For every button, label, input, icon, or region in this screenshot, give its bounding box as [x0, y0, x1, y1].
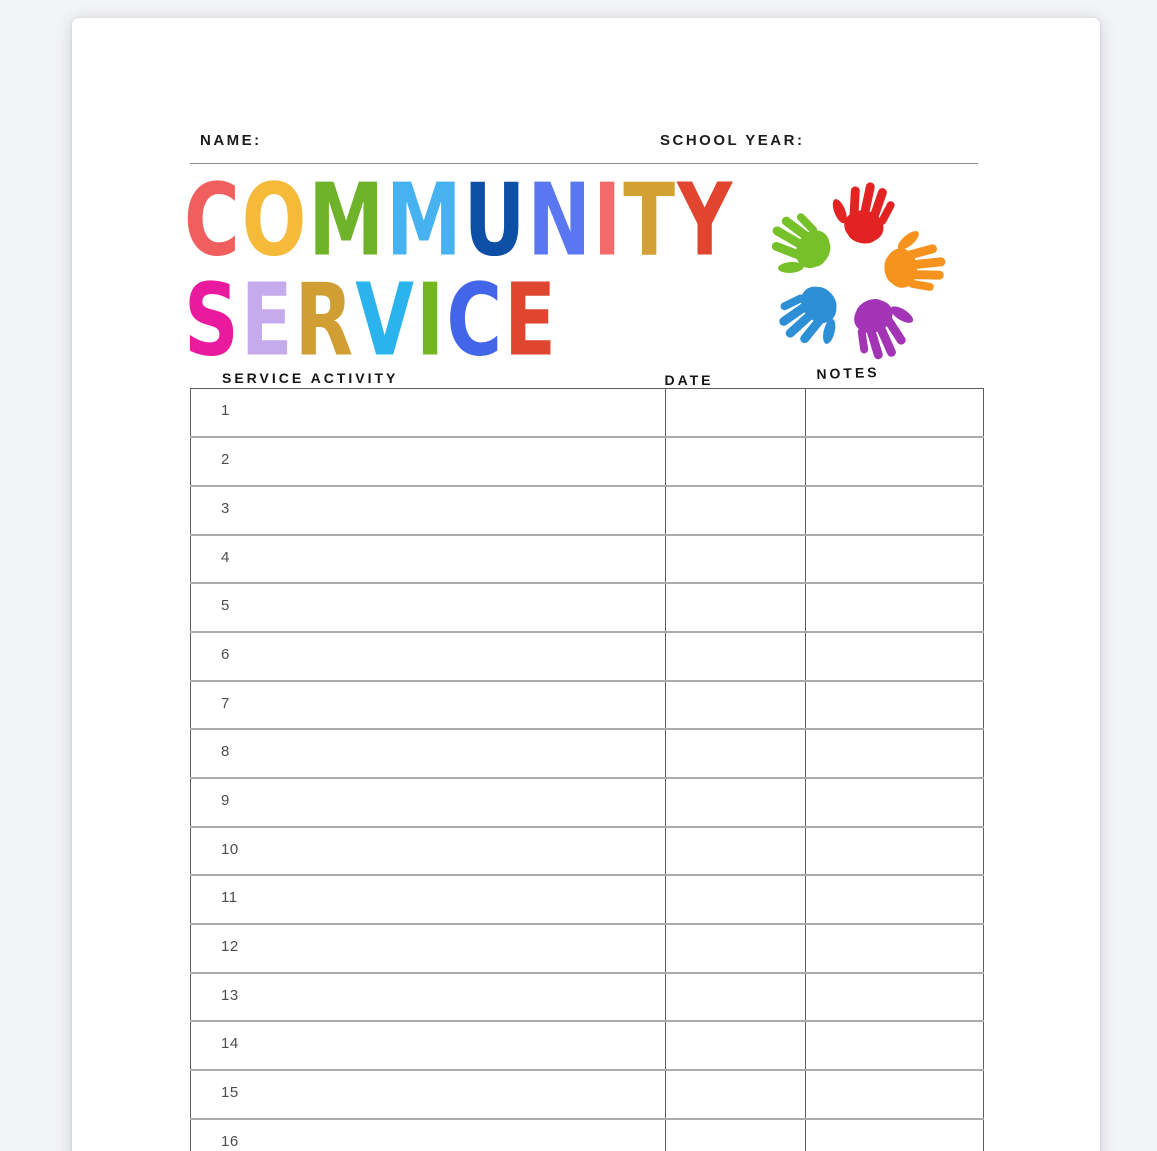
- blue-hand-print: [768, 274, 857, 364]
- table-row: [191, 729, 984, 778]
- title-letter: I: [416, 260, 447, 379]
- table-row: [191, 875, 984, 924]
- row-number-cell: 16: [191, 1119, 666, 1151]
- date-cell: [666, 924, 806, 973]
- column-header-service-activity: SERVICE ACTIVITY: [222, 370, 399, 386]
- notes-cell: [806, 486, 984, 535]
- table-row: [191, 1070, 984, 1119]
- date-cell: [666, 973, 806, 1022]
- title-line-community: [184, 160, 735, 279]
- red-hand-print: [823, 175, 899, 249]
- table-row: [191, 486, 984, 535]
- notes-cell: [806, 583, 984, 632]
- date-cell: [666, 1070, 806, 1119]
- row-number-cell: 3: [191, 486, 666, 535]
- table-row: [191, 1021, 984, 1070]
- row-number-cell: 9: [191, 778, 666, 827]
- row-number-cell: 7: [191, 681, 666, 730]
- title-letter: C: [184, 160, 242, 279]
- row-number-cell: 10: [191, 827, 666, 876]
- row-number-cell: 14: [191, 1021, 666, 1070]
- date-cell: [666, 632, 806, 681]
- title-letter: S: [184, 260, 241, 379]
- title-letter: M: [386, 160, 464, 279]
- notes-cell: [806, 681, 984, 730]
- notes-cell: [806, 729, 984, 778]
- date-cell: [666, 486, 806, 535]
- row-number-cell: 2: [191, 437, 666, 486]
- purple-hand-print: [842, 285, 926, 368]
- title-letter: M: [308, 160, 387, 279]
- date-cell: [666, 437, 806, 486]
- date-cell: [666, 827, 806, 876]
- column-header-date: DATE: [664, 372, 714, 388]
- date-cell: [666, 389, 806, 438]
- notes-cell: [806, 535, 984, 584]
- table-row: [191, 437, 984, 486]
- table-row: [191, 973, 984, 1022]
- date-cell: [666, 535, 806, 584]
- table-row: [191, 924, 984, 973]
- title-letter: U: [463, 160, 528, 279]
- title-letter: V: [355, 260, 417, 379]
- row-number-cell: 5: [191, 583, 666, 632]
- title-letter: E: [240, 260, 295, 379]
- title-letter: E: [504, 260, 559, 379]
- date-cell: [666, 681, 806, 730]
- date-cell: [666, 1021, 806, 1070]
- notes-cell: [806, 827, 984, 876]
- table-row: [191, 389, 984, 438]
- notes-cell: [806, 1021, 984, 1070]
- service-log-table: [190, 388, 984, 1151]
- notes-cell: [806, 632, 984, 681]
- title-letter: I: [593, 160, 624, 279]
- notes-cell: [806, 437, 984, 486]
- green-hand-print: [755, 204, 841, 291]
- date-cell: [666, 778, 806, 827]
- school-year-label: SCHOOL YEAR:: [660, 132, 805, 149]
- date-cell: [666, 1119, 806, 1151]
- column-header-notes: NOTES: [816, 363, 880, 383]
- table-row: [191, 632, 984, 681]
- notes-cell: [806, 778, 984, 827]
- date-cell: [666, 729, 806, 778]
- title-letter: N: [527, 160, 593, 279]
- notes-cell: [806, 973, 984, 1022]
- row-number-cell: 15: [191, 1070, 666, 1119]
- table-body: [191, 389, 984, 1151]
- table-row: [191, 778, 984, 827]
- document-page: [72, 18, 1100, 1151]
- row-number-cell: 1: [191, 389, 666, 438]
- row-number-cell: 8: [191, 729, 666, 778]
- title-letter: T: [623, 160, 678, 279]
- date-cell: [666, 583, 806, 632]
- row-number-cell: 13: [191, 973, 666, 1022]
- table-row: [191, 583, 984, 632]
- title-letter: Y: [677, 160, 735, 279]
- title-letter: R: [294, 260, 356, 379]
- notes-cell: [806, 389, 984, 438]
- row-number-cell: 12: [191, 924, 666, 973]
- title-letter: C: [446, 260, 505, 379]
- notes-cell: [806, 1119, 984, 1151]
- notes-cell: [806, 924, 984, 973]
- orange-hand-print: [881, 225, 949, 296]
- name-label: NAME:: [200, 132, 262, 149]
- notes-cell: [806, 1070, 984, 1119]
- row-number-cell: 11: [191, 875, 666, 924]
- row-number-cell: 6: [191, 632, 666, 681]
- table-row: [191, 827, 984, 876]
- row-number-cell: 4: [191, 535, 666, 584]
- title-letter: O: [241, 160, 309, 279]
- table-row: [191, 535, 984, 584]
- date-cell: [666, 875, 806, 924]
- table-row: [191, 1119, 984, 1151]
- notes-cell: [806, 875, 984, 924]
- table-row: [191, 681, 984, 730]
- handprints-logo: [748, 168, 960, 378]
